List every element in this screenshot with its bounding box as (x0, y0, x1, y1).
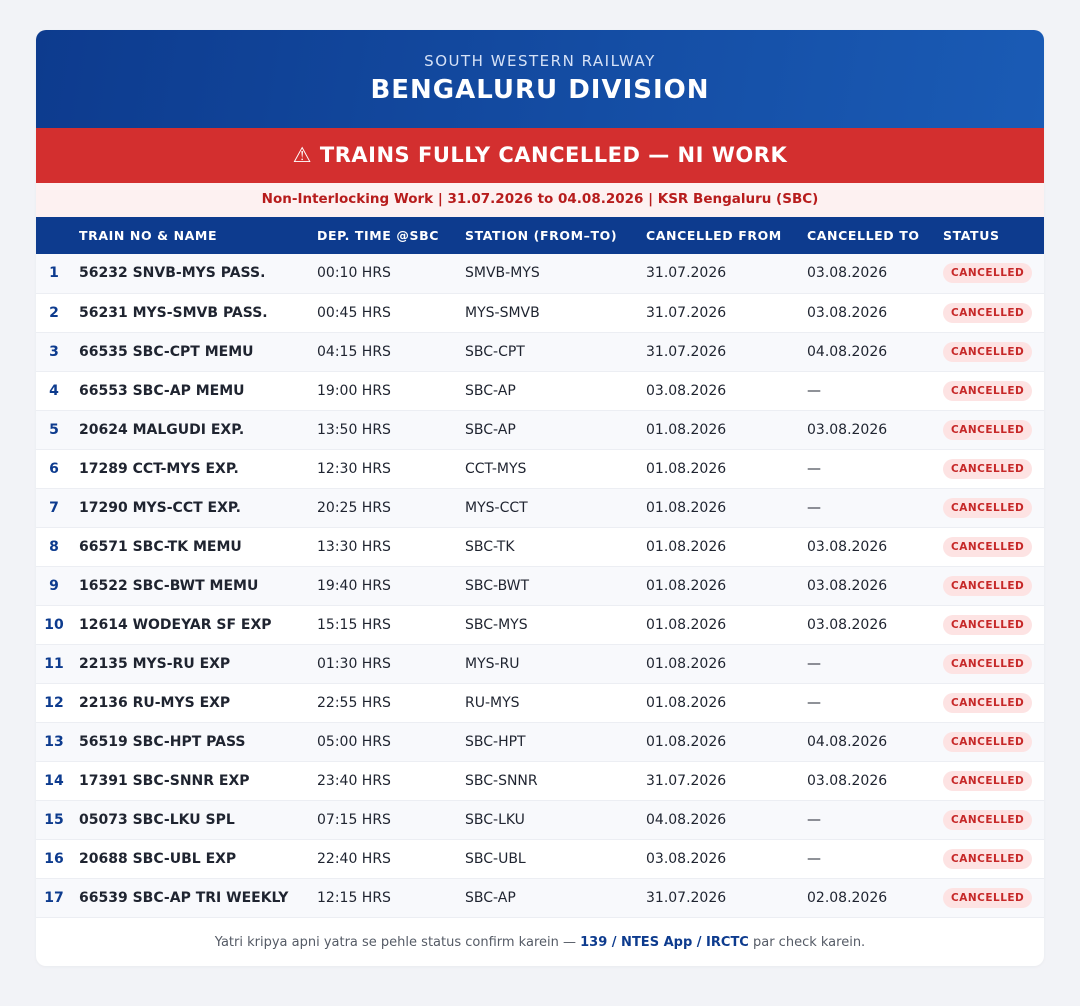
station-route: SBC-LKU (465, 811, 525, 828)
status-cell (936, 683, 1044, 722)
cancelled-from-date: 01.08.2026 (646, 499, 727, 516)
footer-contact-highlight: 139 / NTES App / IRCTC (580, 934, 749, 950)
row-number: 5 (49, 421, 59, 438)
cancelled-from-date: 01.08.2026 (646, 733, 727, 750)
cancelled-to-date: 03.08.2026 (807, 421, 888, 438)
cancelled-to-date: 03.08.2026 (807, 538, 888, 555)
status-badge: CANCELLED (943, 342, 1032, 362)
train-name: 66539 SBC-AP TRI WEEKLY (79, 889, 289, 906)
departure-time: 00:10 HRS (317, 265, 391, 282)
cancelled-to-date: — (807, 499, 821, 516)
train-name: 20624 MALGUDI EXP. (79, 421, 245, 438)
status-cell (936, 644, 1044, 683)
status-badge: CANCELLED (943, 693, 1032, 713)
train-name: 17290 MYS-CCT EXP. (79, 499, 241, 516)
train-name: 66553 SBC-AP MEMU (79, 382, 245, 399)
row-number: 1 (49, 265, 59, 282)
status-cell (936, 761, 1044, 800)
cancelled-to-date: 03.08.2026 (807, 304, 888, 321)
cancelled-from-date: 01.08.2026 (646, 421, 727, 438)
column-header-cancelled-to: CANCELLED TO (807, 228, 920, 243)
table-body (36, 254, 1044, 917)
footer-text-after: par check karein. (748, 934, 866, 950)
table-row (36, 293, 1044, 332)
train-name: 22135 MYS-RU EXP (79, 655, 231, 672)
status-badge: CANCELLED (943, 498, 1032, 518)
station-route: SMVB-MYS (465, 265, 540, 282)
train-name: 16522 SBC-BWT MEMU (79, 577, 259, 594)
row-number: 13 (44, 733, 64, 750)
cancelled-to-date: 03.08.2026 (807, 772, 888, 789)
status-badge: CANCELLED (943, 888, 1032, 908)
division-title: BENGALURU DIVISION (370, 75, 710, 105)
train-name: 05073 SBC-LKU SPL (79, 811, 235, 828)
departure-time: 07:15 HRS (317, 811, 391, 828)
table-row (36, 488, 1044, 527)
status-badge: CANCELLED (943, 576, 1032, 596)
cancelled-to-date: — (807, 694, 821, 711)
row-number: 2 (49, 304, 59, 321)
cancelled-to-date: 03.08.2026 (807, 616, 888, 633)
status-badge: CANCELLED (943, 654, 1032, 674)
station-route: RU-MYS (465, 694, 520, 711)
cancelled-from-date: 31.07.2026 (646, 889, 727, 906)
row-number: 9 (49, 577, 59, 594)
train-name: 56231 MYS-SMVB PASS. (79, 304, 268, 321)
train-name: 66535 SBC-CPT MEMU (79, 343, 254, 360)
cancelled-to-date: 03.08.2026 (807, 577, 888, 594)
table-row (36, 449, 1044, 488)
train-name: 17391 SBC-SNNR EXP (79, 772, 250, 789)
cancelled-from-date: 01.08.2026 (646, 655, 727, 672)
status-badge: CANCELLED (943, 537, 1032, 557)
departure-time: 12:15 HRS (317, 889, 391, 906)
departure-time: 04:15 HRS (317, 343, 391, 360)
table-row (36, 644, 1044, 683)
status-cell (936, 566, 1044, 605)
status-cell (936, 839, 1044, 878)
cancellation-alert-banner (36, 128, 1044, 183)
table-row (36, 800, 1044, 839)
status-badge: CANCELLED (943, 420, 1032, 440)
status-cell (936, 878, 1044, 917)
row-number: 6 (49, 460, 59, 477)
railway-name: SOUTH WESTERN RAILWAY (424, 52, 656, 70)
row-number: 8 (49, 538, 59, 555)
cancelled-from-date: 01.08.2026 (646, 616, 727, 633)
cancelled-from-date: 31.07.2026 (646, 772, 727, 789)
work-notice: Non-Interlocking Work | 31.07.2026 to 04.08.2026 | KSR Bengaluru (SBC) (36, 183, 1044, 217)
table-row (36, 527, 1044, 566)
status-cell (936, 527, 1044, 566)
cancelled-to-date: — (807, 382, 821, 399)
departure-time: 19:00 HRS (317, 382, 391, 399)
departure-time: 23:40 HRS (317, 772, 391, 789)
column-header-cancelled-from: CANCELLED FROM (646, 228, 782, 243)
departure-time: 13:30 HRS (317, 538, 391, 555)
cancelled-from-date: 31.07.2026 (646, 265, 727, 282)
row-number: 12 (44, 694, 64, 711)
status-badge: CANCELLED (943, 849, 1032, 869)
cancelled-from-date: 01.08.2026 (646, 694, 727, 711)
row-number: 14 (44, 772, 64, 789)
station-route: SBC-MYS (465, 616, 528, 633)
status-cell (936, 254, 1044, 293)
cancelled-to-date: — (807, 811, 821, 828)
status-cell (936, 293, 1044, 332)
cancelled-from-date: 01.08.2026 (646, 538, 727, 555)
station-route: SBC-CPT (465, 343, 525, 360)
status-cell (936, 332, 1044, 371)
cancelled-to-date: 04.08.2026 (807, 343, 888, 360)
cancelled-from-date: 03.08.2026 (646, 382, 727, 399)
train-name: 12614 WODEYAR SF EXP (79, 616, 272, 633)
table-row (36, 878, 1044, 917)
departure-time: 20:25 HRS (317, 499, 391, 516)
column-header-departure: DEP. TIME @SBC (317, 228, 439, 243)
departure-time: 00:45 HRS (317, 304, 391, 321)
column-header-number (36, 217, 72, 254)
row-number: 16 (44, 850, 64, 867)
row-number: 15 (44, 811, 64, 828)
cancelled-to-date: — (807, 460, 821, 477)
departure-time: 13:50 HRS (317, 421, 391, 438)
status-badge: CANCELLED (943, 381, 1032, 401)
status-cell (936, 488, 1044, 527)
status-badge: CANCELLED (943, 303, 1032, 323)
table-row (36, 371, 1044, 410)
station-route: SBC-TK (465, 538, 515, 555)
train-name: 56519 SBC-HPT PASS (79, 733, 246, 750)
table-header-row (36, 217, 1044, 254)
train-name: 17289 CCT-MYS EXP. (79, 460, 239, 477)
status-cell (936, 605, 1044, 644)
status-cell (936, 371, 1044, 410)
cancelled-to-date: — (807, 850, 821, 867)
station-route: SBC-HPT (465, 733, 526, 750)
departure-time: 15:15 HRS (317, 616, 391, 633)
cancelled-to-date: 04.08.2026 (807, 733, 888, 750)
train-name: 66571 SBC-TK MEMU (79, 538, 242, 555)
cancelled-to-date: 03.08.2026 (807, 265, 888, 282)
station-route: SBC-SNNR (465, 772, 538, 789)
status-badge: CANCELLED (943, 732, 1032, 752)
status-badge: CANCELLED (943, 615, 1032, 635)
status-badge: CANCELLED (943, 263, 1032, 283)
station-route: MYS-CCT (465, 499, 528, 516)
row-number: 10 (44, 616, 64, 633)
cancelled-trains-table (36, 217, 1044, 918)
status-badge: CANCELLED (943, 771, 1032, 791)
train-name: 20688 SBC-UBL EXP (79, 850, 237, 867)
station-route: CCT-MYS (465, 460, 527, 477)
column-header-status: STATUS (943, 228, 1000, 243)
status-cell (936, 800, 1044, 839)
table-row (36, 566, 1044, 605)
status-badge: CANCELLED (943, 810, 1032, 830)
departure-time: 05:00 HRS (317, 733, 391, 750)
station-route: SBC-AP (465, 382, 516, 399)
table-row (36, 605, 1044, 644)
footer-note (36, 918, 1044, 950)
alert-text: ⚠ TRAINS FULLY CANCELLED — NI WORK (292, 143, 788, 167)
table-row (36, 761, 1044, 800)
status-cell (936, 722, 1044, 761)
column-header-train: TRAIN NO & NAME (79, 228, 218, 243)
station-route: SBC-AP (465, 421, 516, 438)
station-route: MYS-SMVB (465, 304, 540, 321)
status-badge: CANCELLED (943, 459, 1032, 479)
departure-time: 19:40 HRS (317, 577, 391, 594)
cancelled-from-date: 31.07.2026 (646, 304, 727, 321)
status-cell (936, 410, 1044, 449)
page-header (36, 30, 1044, 128)
station-route: SBC-BWT (465, 577, 530, 594)
status-cell (936, 449, 1044, 488)
cancelled-from-date: 01.08.2026 (646, 460, 727, 477)
station-route: SBC-UBL (465, 850, 526, 867)
cancelled-to-date: — (807, 655, 821, 672)
row-number: 4 (49, 382, 59, 399)
row-number: 7 (49, 499, 59, 516)
table-row (36, 683, 1044, 722)
cancellation-card (36, 30, 1044, 966)
cancelled-to-date: 02.08.2026 (807, 889, 888, 906)
row-number: 11 (44, 655, 64, 672)
cancelled-from-date: 01.08.2026 (646, 577, 727, 594)
cancelled-from-date: 31.07.2026 (646, 343, 727, 360)
footer-text-before: Yatri kripya apni yatra se pehle status confirm karein — (214, 934, 581, 950)
row-number: 17 (44, 889, 64, 906)
table-row (36, 410, 1044, 449)
train-name: 22136 RU-MYS EXP (79, 694, 231, 711)
table-row (36, 722, 1044, 761)
table-row (36, 332, 1044, 371)
train-name: 56232 SNVB-MYS PASS. (79, 265, 266, 282)
station-route: MYS-RU (465, 655, 520, 672)
column-header-station: STATION (FROM–TO) (465, 228, 618, 243)
departure-time: 22:40 HRS (317, 850, 391, 867)
cancelled-from-date: 03.08.2026 (646, 850, 727, 867)
table-row (36, 254, 1044, 293)
row-number: 3 (49, 343, 59, 360)
departure-time: 22:55 HRS (317, 694, 391, 711)
departure-time: 12:30 HRS (317, 460, 391, 477)
departure-time: 01:30 HRS (317, 655, 391, 672)
cancelled-from-date: 04.08.2026 (646, 811, 727, 828)
station-route: SBC-AP (465, 889, 516, 906)
table-row (36, 839, 1044, 878)
